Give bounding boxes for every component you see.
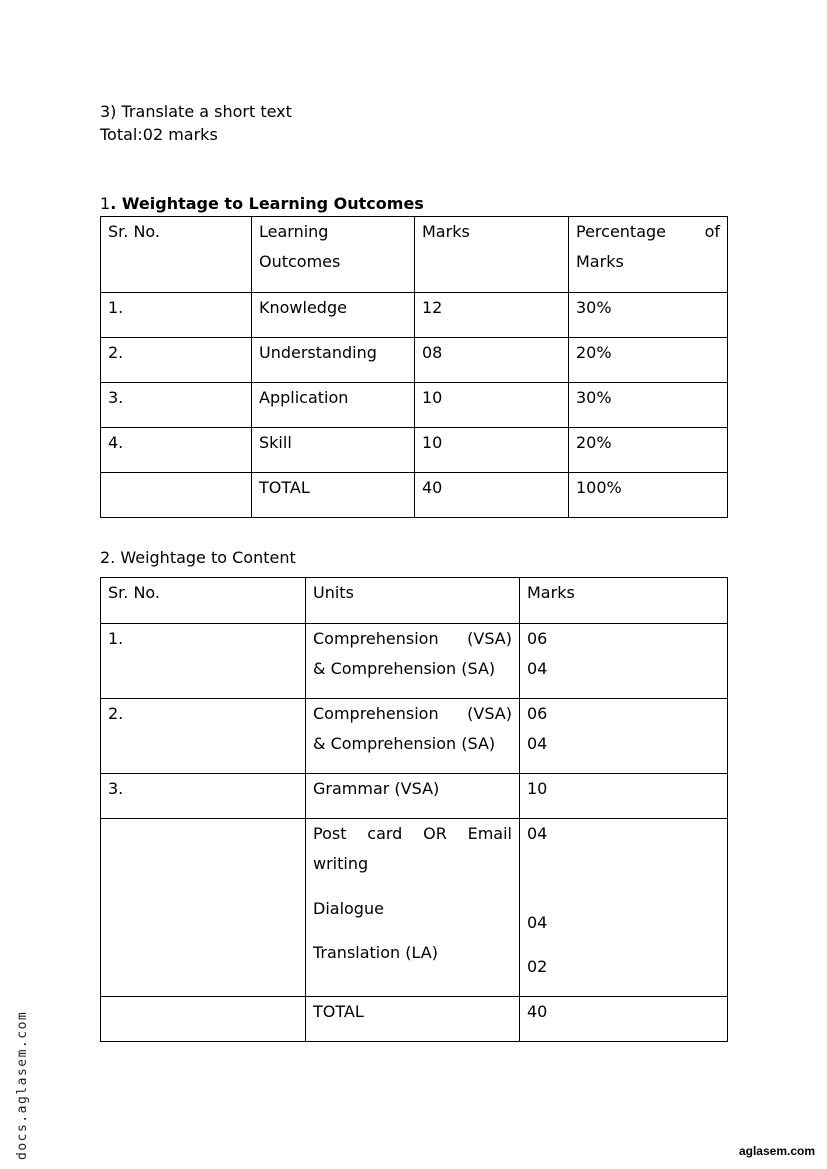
row-marks: 10 (415, 383, 569, 428)
unit-line: Translation (LA) (313, 943, 438, 962)
row-percentage: 30% (569, 293, 728, 338)
header-learning: Learning (259, 222, 329, 241)
header-marks: Marks (415, 217, 569, 293)
unit-line: Comprehension (VSA) (313, 704, 512, 723)
marks-line: 04 (527, 659, 548, 678)
table-row (101, 293, 728, 338)
marks-line: 06 (527, 629, 548, 648)
row-units (306, 699, 520, 774)
row-percentage: 30% (569, 383, 728, 428)
header-outcomes: Outcomes (259, 252, 341, 271)
row-sr (101, 819, 306, 997)
section1-title: . Weightage to Learning Outcomes (110, 194, 424, 213)
unit-line: writing (313, 854, 369, 873)
intro-line-translate: 3) Translate a short text (100, 102, 292, 121)
row-units: TOTAL (306, 997, 520, 1042)
header-percentage (569, 217, 728, 293)
row-units (306, 819, 520, 997)
unit-line: & Comprehension (SA) (313, 734, 496, 753)
row-sr (101, 473, 252, 518)
unit-line: Dialogue (313, 899, 384, 918)
row-sr: 1. (101, 293, 252, 338)
table-header-row (101, 217, 728, 293)
table-row (101, 338, 728, 383)
row-units: Grammar (VSA) (306, 774, 520, 819)
header-percentage-line (576, 217, 720, 247)
row-marks: 40 (415, 473, 569, 518)
header-percentage-word: Percentage (576, 222, 667, 241)
row-outcome: Skill (252, 428, 415, 473)
row-outcome: Understanding (252, 338, 415, 383)
unit-line: & Comprehension (SA) (313, 659, 496, 678)
table-row-total (101, 473, 728, 518)
row-marks (520, 819, 728, 997)
row-sr: 3. (101, 383, 252, 428)
row-marks: 40 (520, 997, 728, 1042)
row-outcome: TOTAL (252, 473, 415, 518)
row-marks: 10 (520, 774, 728, 819)
row-sr: 2. (101, 338, 252, 383)
row-sr: 4. (101, 428, 252, 473)
header-sr-no: Sr. No. (101, 217, 252, 293)
row-outcome: Application (252, 383, 415, 428)
row-percentage: 20% (569, 428, 728, 473)
table-row (101, 624, 728, 699)
row-marks: 08 (415, 338, 569, 383)
section1-heading (100, 194, 424, 213)
intro-line-total: Total:02 marks (100, 125, 218, 144)
row-sr: 1. (101, 624, 306, 699)
table-row (101, 383, 728, 428)
table-header-row (101, 578, 728, 624)
row-marks (520, 699, 728, 774)
watermark-text: docs.aglasem.com (15, 1010, 30, 1160)
table-row-total (101, 997, 728, 1042)
row-marks: 12 (415, 293, 569, 338)
row-marks (520, 624, 728, 699)
marks-line: 02 (527, 957, 548, 976)
header-of-word: of (704, 222, 720, 241)
marks-line: 04 (527, 824, 548, 843)
table-row (101, 428, 728, 473)
row-units (306, 624, 520, 699)
marks-line: 04 (527, 913, 548, 932)
table-row (101, 774, 728, 819)
learning-outcomes-table (100, 216, 728, 518)
row-percentage: 20% (569, 338, 728, 383)
row-sr (101, 997, 306, 1042)
header-marks: Marks (520, 578, 728, 624)
header-marks-word: Marks (576, 252, 624, 271)
footer-brand: aglasem.com (738, 1144, 815, 1158)
unit-line: Comprehension (VSA) (313, 629, 512, 648)
header-learning-outcomes (252, 217, 415, 293)
marks-line: 04 (527, 734, 548, 753)
section2-heading: 2. Weightage to Content (100, 548, 296, 567)
unit-line: Post card OR Email (313, 824, 512, 843)
row-sr: 2. (101, 699, 306, 774)
intro-block (100, 100, 292, 146)
marks-line: 06 (527, 704, 548, 723)
row-marks: 10 (415, 428, 569, 473)
header-units: Units (306, 578, 520, 624)
section1-number: 1 (100, 194, 111, 213)
row-percentage: 100% (569, 473, 728, 518)
content-weightage-table (100, 577, 728, 1042)
table-row (101, 819, 728, 997)
table-row (101, 699, 728, 774)
header-sr-no: Sr. No. (101, 578, 306, 624)
row-sr: 3. (101, 774, 306, 819)
row-outcome: Knowledge (252, 293, 415, 338)
